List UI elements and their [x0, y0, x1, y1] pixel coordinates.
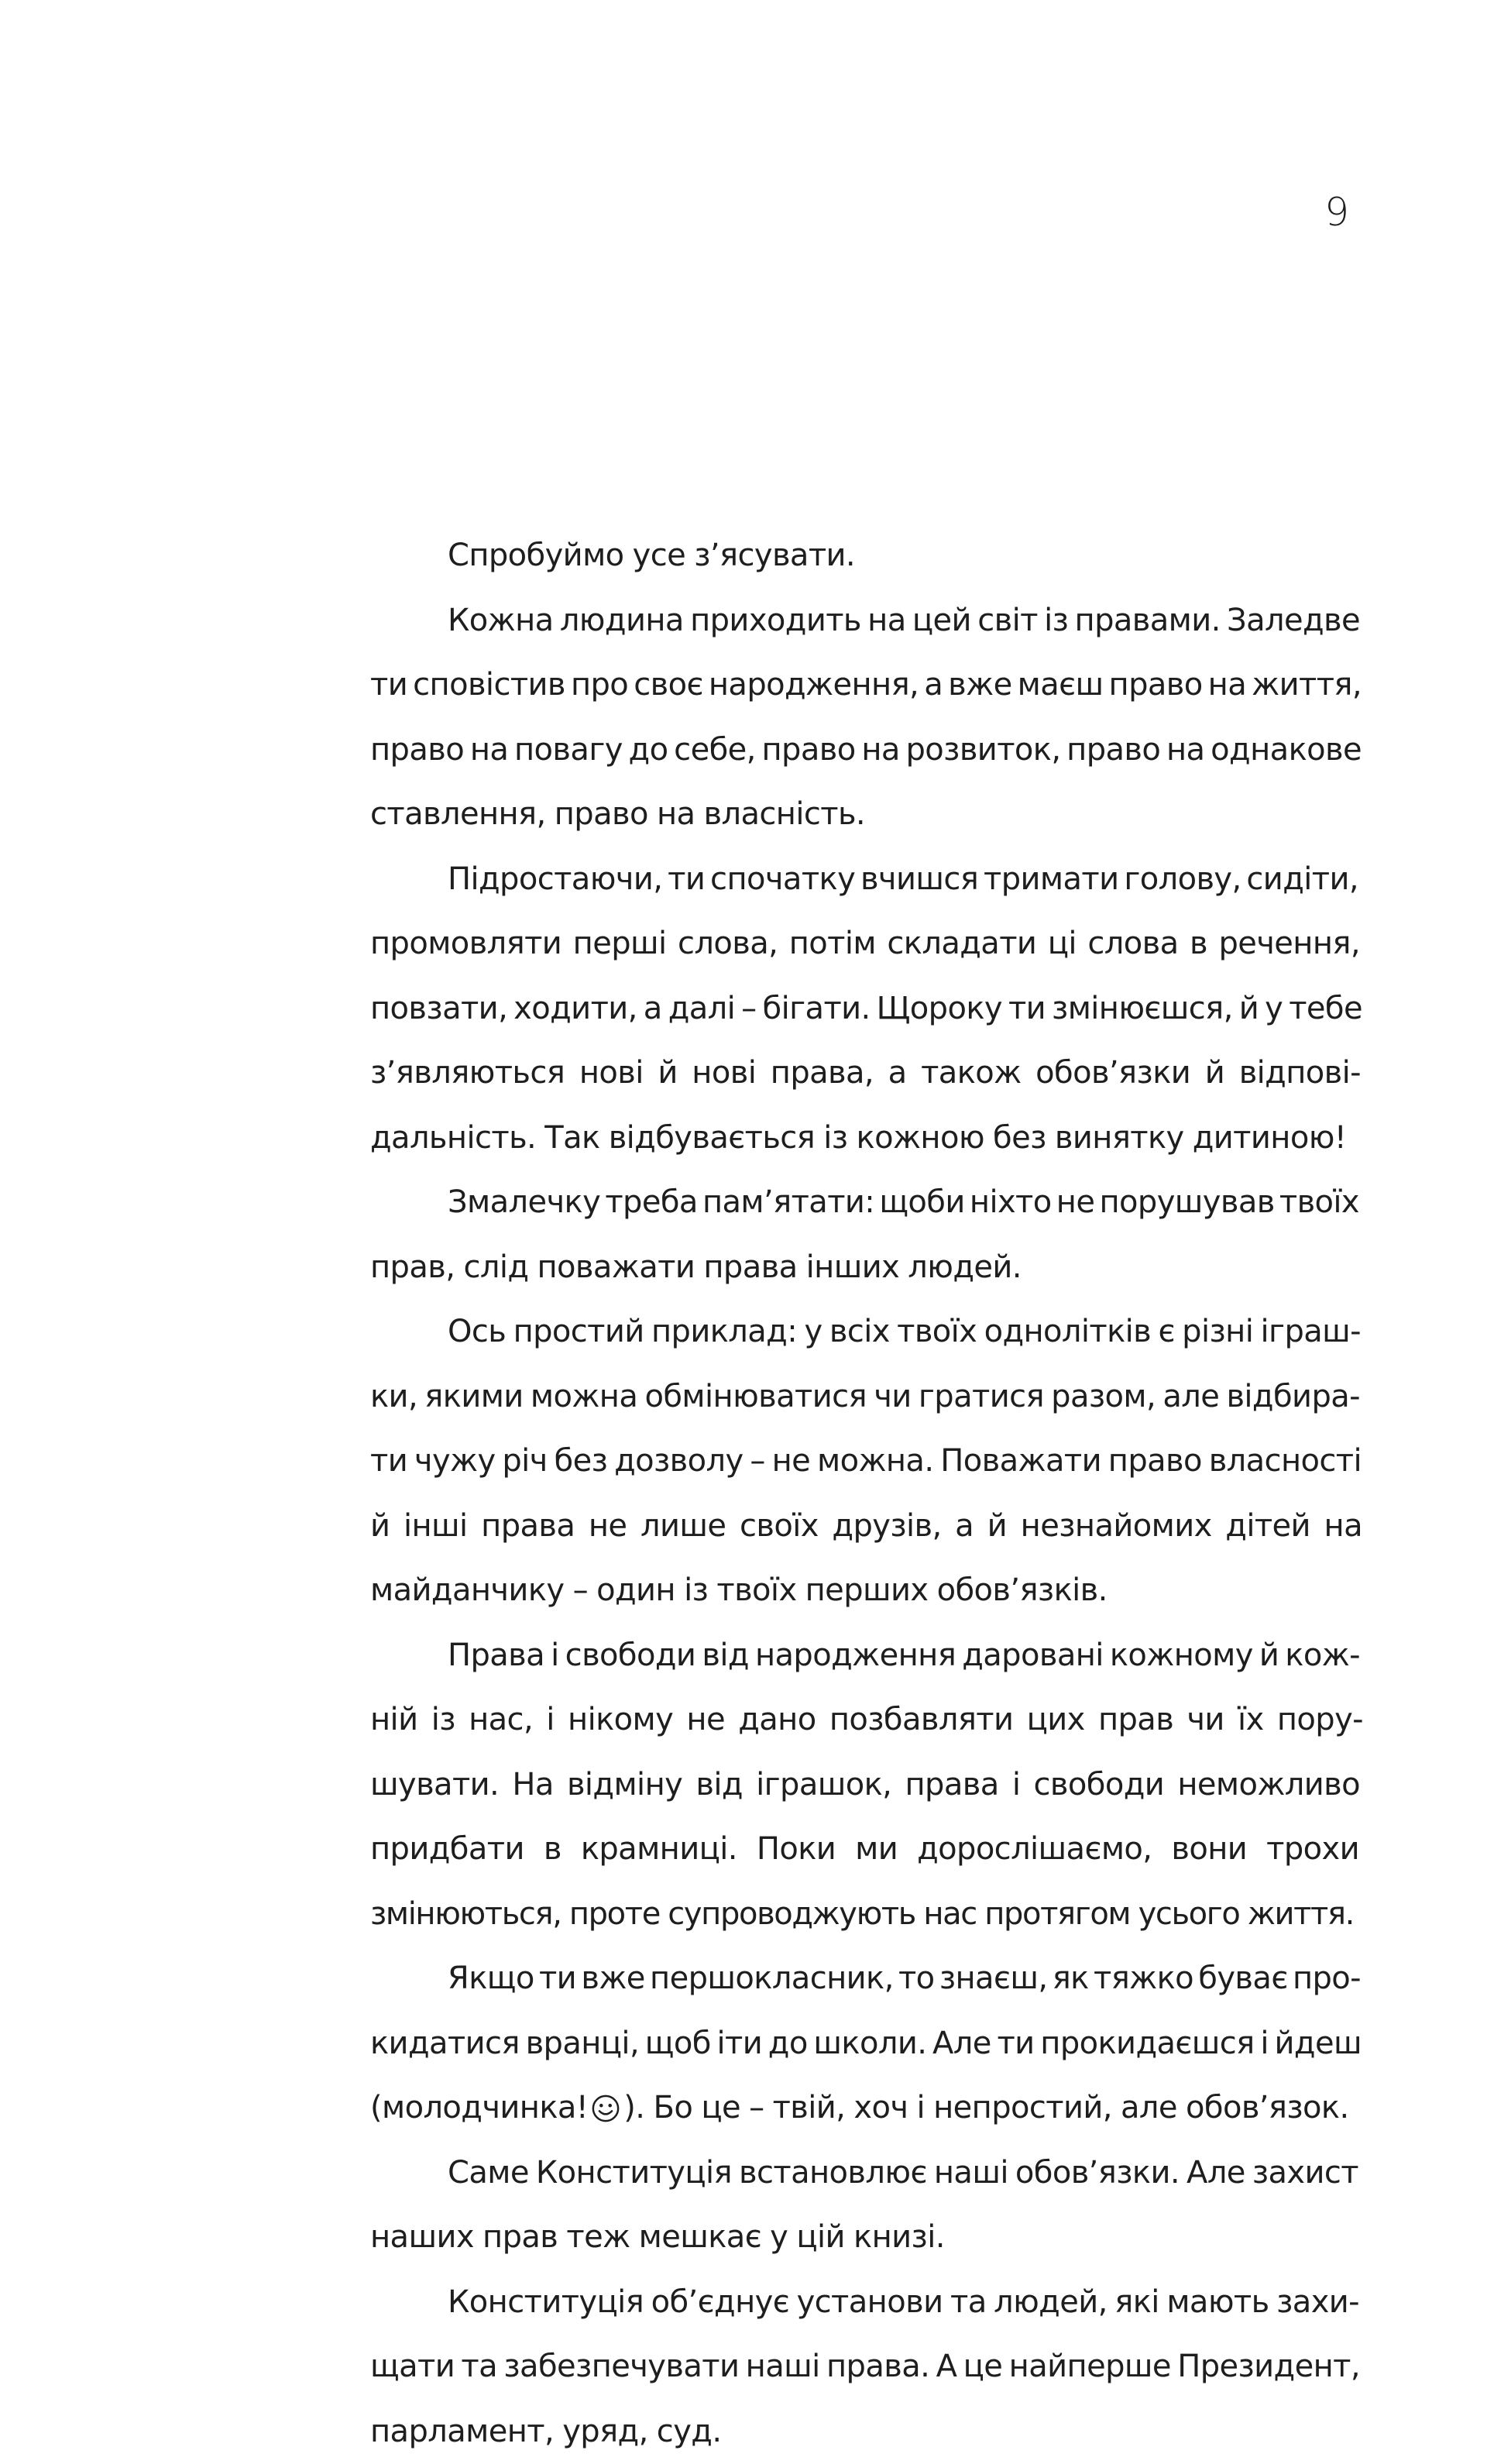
text-line: кидатися вранці, щоб іти до школи. Але ти прокидаєшся і йдеш: [370, 2012, 1354, 2077]
text-line-with-smiley: [370, 2076, 1354, 2141]
text-line: придбати в крамниці. Поки ми дорослішаємо, вони трохи: [370, 1817, 1354, 1882]
paragraph: [370, 589, 1354, 847]
paragraph: [370, 2270, 1354, 2464]
text-line: Спробуймо усе з’ясувати.: [370, 524, 1354, 589]
text-line: Змалечку треба пам’ятати: щоби ніхто не порушував твоїх: [370, 1170, 1354, 1235]
text-line: ти сповістив про своє народження, а вже маєш право на життя,: [370, 653, 1354, 718]
text-line: Ось простий приклад: у всіх твоїх однолітків є різні іграш-: [370, 1300, 1354, 1365]
text-line: й інші права не лише своїх друзів, а й незнайомих дітей на: [370, 1494, 1354, 1559]
text-line: Підростаючи, ти спочатку вчишся тримати голову, сидіти,: [370, 847, 1354, 912]
smiley-face-icon: [591, 2094, 620, 2123]
text-line: майданчику – один із твоїх перших обов’язків.: [370, 1558, 1354, 1624]
paragraph: [370, 1170, 1354, 1300]
paragraph: [370, 1300, 1354, 1624]
text-line: Кожна людина приходить на цей світ із правами. Заледве: [370, 589, 1354, 654]
text-line: ти чужу річ без дозволу – не можна. Поважати право власності: [370, 1429, 1354, 1494]
text-line: дальність. Так відбувається із кожною без винятку дитиною!: [370, 1106, 1354, 1171]
text-line: ки, якими можна обмінюватися чи гратися разом, але відбира-: [370, 1365, 1354, 1430]
text-line: щати та забезпечувати наші права. А це найперше Президент,: [370, 2335, 1354, 2400]
paragraph: [370, 2141, 1354, 2270]
text-line: Саме Конституція встановлює наші обов’язки. Але захист: [370, 2141, 1354, 2206]
text-line: Якщо ти вже першокласник, то знаєш, як тяжко буває про-: [370, 1947, 1354, 2012]
paragraph: [370, 524, 1354, 589]
page-number: 9: [1324, 189, 1349, 235]
text-line: Конституція об’єднує установи та людей, які мають захи-: [370, 2270, 1354, 2335]
text-line: Права і свободи від народження даровані кожному й кож-: [370, 1624, 1354, 1689]
text-line: змінюються, проте супроводжують нас протягом усього життя.: [370, 1882, 1354, 1947]
text-line: шувати. На відміну від іграшок, права і свободи неможливо: [370, 1753, 1354, 1818]
text-line: повзати, ходити, а далі – бігати. Щороку ти змінюєшся, й у тебе: [370, 977, 1354, 1042]
text-line: право на повагу до себе, право на розвиток, право на однакове: [370, 718, 1354, 783]
text-line: промовляти перші слова, потім складати ці слова в речення,: [370, 912, 1354, 977]
text-line: прав, слід поважати права інших людей.: [370, 1235, 1354, 1301]
smiley-line-before: (молодчинка!: [370, 2090, 588, 2126]
text-line: парламент, уряд, суд.: [370, 2400, 1354, 2464]
body-text: [370, 524, 1354, 2464]
paragraph: [370, 1624, 1354, 1947]
paragraph: [370, 847, 1354, 1171]
text-line: наших прав теж мешкає у цій книзі.: [370, 2205, 1354, 2270]
text-line: ставлення, право на власність.: [370, 782, 1354, 847]
text-line: ній із нас, і нікому не дано позбавляти цих прав чи їх пору-: [370, 1688, 1354, 1753]
paragraph: [370, 1947, 1354, 2141]
text-line: з’являються нові й нові права, а також обов’язки й відпові-: [370, 1041, 1354, 1106]
smiley-line-after: ). Бо це – твій, хоч і непростий, але обов’язок.: [623, 2090, 1348, 2126]
